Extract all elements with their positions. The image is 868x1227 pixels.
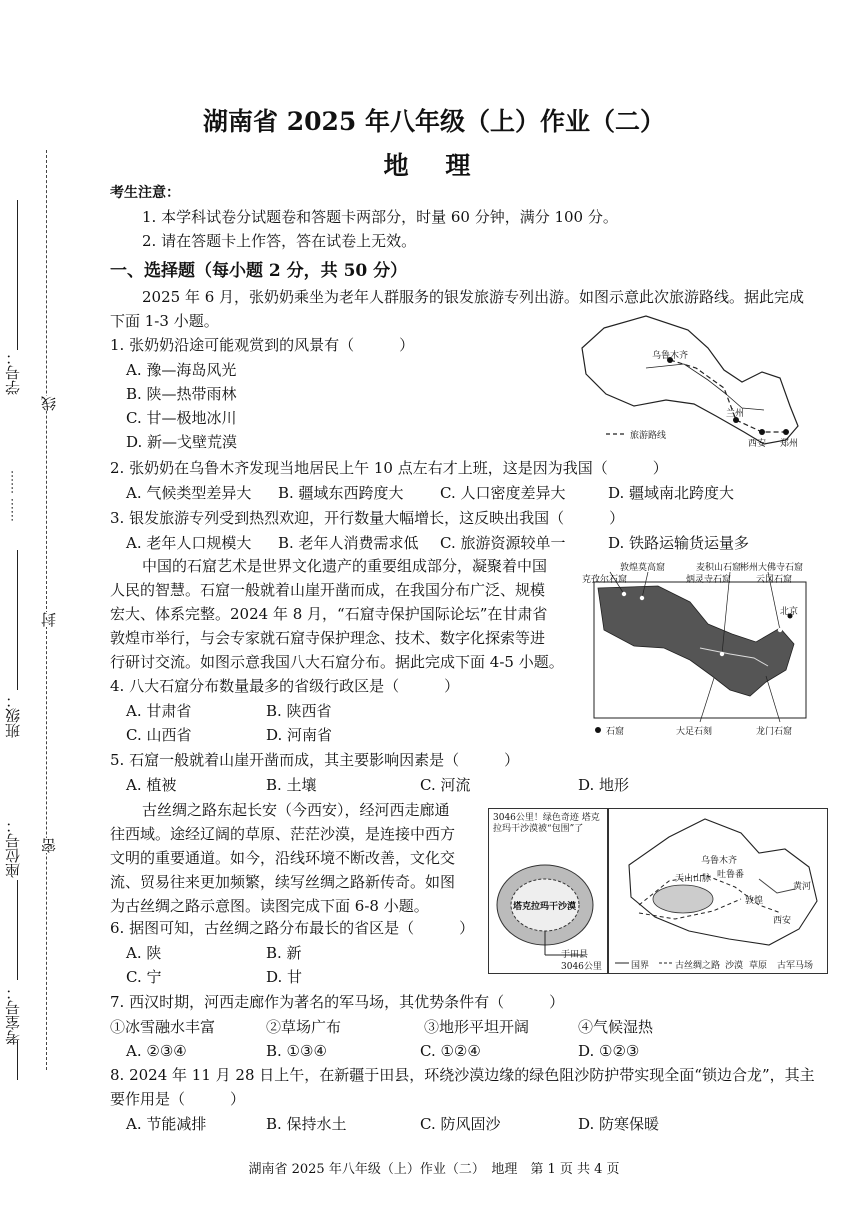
grotto-longmen: 龙门石窟 (756, 727, 793, 737)
map2-beijing: 北京 (780, 607, 799, 617)
q7-option-a: A. ②③④ (126, 1042, 187, 1060)
room-label: 考室号： (4, 985, 22, 1045)
grotto-yungang: 云冈石窟 (756, 575, 793, 585)
intro2-line3: 宏大、体系完整。2024 年 8 月，“石窟寺保护国际论坛”在甘肃省 (110, 605, 548, 623)
intro3-line3: 文明的重要通道。如今，沿线环境不断改善，文化交 (110, 849, 456, 867)
notice-item-2: 2. 请在答题卡上作答，答在试卷上无效。 (142, 232, 417, 250)
intro3-line2: 往西域。途经辽阔的草原、茫茫沙漠，是连接中西方 (110, 825, 456, 843)
q7-option-c: C. ①②④ (420, 1042, 481, 1060)
q6-option-a: A. 陕 (126, 944, 162, 962)
page-footer: 湖南省 2025 年八年级（上）作业（二） 地理 第 1 页 共 4 页 (248, 1162, 620, 1177)
silk-turpan: 吐鲁番 (717, 870, 745, 880)
q3-option-d: D. 铁路运输货运量多 (608, 534, 750, 552)
intro2-line2: 人民的智慧。石窟一般就着山崖开凿而成，在我国分布广泛、规模 (110, 581, 546, 599)
class-line (17, 550, 18, 690)
map1-city-urumqi: 乌鲁木齐 (652, 351, 689, 361)
intro2-line1: 中国的石窟艺术是世界文化遗产的重要组成部分，凝聚着中国 (142, 557, 548, 575)
route-map (576, 308, 806, 458)
q3-stem: 3. 银发旅游专列受到热烈欢迎，开行数量大幅增长，这反映出我国（ ） (110, 509, 625, 527)
intro3-line5: 为古丝绸之路示意图。读图完成下面 6-8 小题。 (110, 897, 429, 915)
q8-option-c: C. 防风固沙 (420, 1115, 501, 1133)
q4-option-b: B. 陕西省 (266, 702, 332, 720)
intro1-line1: 2025 年 6 月，张奶奶乘坐为老年人群服务的银发旅游专列出游。如图示意此次旅游路线。据此完成 (142, 288, 805, 306)
q8-option-d: D. 防寒保暖 (578, 1115, 660, 1133)
grotto-kizil: 克孜尔石窟 (582, 575, 628, 585)
intro2-line4: 敦煌市举行，与会专家就石窟寺保护理念、技术、数字化探索等进 (110, 629, 546, 647)
seat-label: 座位号： (4, 818, 22, 878)
intro1-line2: 下面 1-3 小题。 (110, 312, 219, 330)
q1-stem: 1. 张奶奶沿途可能观赏到的风景有（ ） (110, 336, 415, 354)
class-label: 班级： (4, 693, 22, 738)
grotto-mogao: 敦煌莫高窟 (620, 563, 666, 573)
seal-line (46, 150, 47, 1070)
intro3-line1: 古丝绸之路东起长安（今西安），经河西走廊通 (142, 801, 450, 819)
q4-option-d: D. 河南省 (266, 726, 333, 744)
q3-option-c: C. 旅游资源较单一 (440, 534, 566, 552)
q2-option-a: A. 气候类型差异大 (126, 484, 252, 502)
student-id-label: 学号： (4, 350, 22, 395)
seat-line (17, 880, 18, 980)
q1-option-b: B. 陕—热带雨林 (126, 385, 237, 403)
q2-stem: 2. 张奶奶在乌鲁木齐发现当地居民上午 10 点左右才上班，这是因为我国（ ） (110, 459, 668, 477)
subject-title: 地 理 (383, 151, 485, 180)
q7-stem: 7. 西汉时期，河西走廊作为著名的军马场，其优势条件有（ ） (110, 993, 565, 1011)
room-line (17, 1040, 18, 1080)
inset-title: 3046公里！绿色奇迹 塔克拉玛干沙漠被“包围”了 (493, 813, 600, 834)
q7-condition-4: ④气候湿热 (578, 1018, 654, 1036)
q5-option-d: D. 地形 (578, 776, 630, 794)
q7-option-b: B. ①③④ (266, 1042, 327, 1060)
silk-legend-route: 古丝绸之路 (675, 961, 721, 971)
q8-option-a: A. 节能减排 (126, 1115, 207, 1133)
q4-option-c: C. 山西省 (126, 726, 192, 744)
intro3-line4: 流、贸易往来更加频繁，续写丝绸之路新传奇。如图 (110, 873, 456, 891)
map1-city-xian: 西安 (748, 439, 767, 449)
inset-desert-label: 塔克拉玛干沙漠 (513, 902, 577, 912)
grotto-dazu: 大足石刻 (676, 727, 713, 737)
q8-option-b: B. 保持水土 (266, 1115, 347, 1133)
q5-option-b: B. 土壤 (266, 776, 317, 794)
map2-legend: 石窟 (606, 727, 625, 737)
intro2-line5: 行研讨交流。如图示意我国八大石窟分布。据此完成下面 4-5 小题。 (110, 653, 564, 671)
q2-option-d: D. 疆域南北跨度大 (608, 484, 735, 502)
silk-xian: 西安 (773, 916, 792, 926)
q2-option-b: B. 疆域东西跨度大 (278, 484, 404, 502)
q4-stem: 4. 八大石窟分布数量最多的省级行政区是（ ） (110, 677, 460, 695)
q1-option-c: C. 甘—极地冰川 (126, 409, 237, 427)
page-title: 湖南省 2025 年八年级（上）作业（二） (203, 107, 665, 136)
q6-option-b: B. 新 (266, 944, 302, 962)
map1-city-zhengzhou: 郑州 (780, 439, 799, 449)
q5-stem: 5. 石窟一般就着山崖开凿而成，其主要影响因素是（ ） (110, 751, 520, 769)
q8-stem-line2: 要作用是（ ） (110, 1090, 246, 1108)
grotto-binglingsi: 炳灵寺石窟 (686, 575, 732, 585)
q4-option-a: A. 甘肃省 (126, 702, 192, 720)
silk-legend-horse: 古军马场 (777, 961, 814, 971)
silk-dunhuang: 敦煌 (745, 896, 764, 906)
q2-option-c: C. 人口密度差异大 (440, 484, 566, 502)
seal-char-seal: 封 (40, 612, 58, 627)
grotto-map (580, 558, 812, 740)
q5-option-a: A. 植被 (126, 776, 177, 794)
q6-option-c: C. 宁 (126, 968, 162, 986)
silk-tianshan: 天山山脉 (675, 874, 712, 884)
silk-legend-border: 国界 (631, 961, 650, 971)
q7-option-d: D. ①②③ (578, 1042, 640, 1060)
silk-legend-grass: 草原 (749, 961, 768, 971)
q1-option-d: D. 新—戈壁荒漠 (126, 433, 238, 451)
silk-urumqi: 乌鲁木齐 (701, 856, 738, 866)
notice-label: 考生注意： (110, 185, 180, 201)
map1-legend: 旅游路线 (630, 431, 667, 441)
map1-city-lanzhou: 兰州 (726, 409, 745, 419)
grotto-binzhou: 彬州大佛寺石窟 (740, 563, 804, 573)
notice-item-1: 1. 本学科试卷分试题卷和答题卡两部分，时量 60 分钟，满分 100 分。 (142, 208, 618, 226)
side-dots: …… …… (2, 470, 16, 522)
silk-legend-desert: 沙漠 (725, 961, 744, 971)
q7-condition-2: ②草场广布 (266, 1018, 342, 1036)
inset-distance: 3046公里 (561, 962, 602, 972)
q6-option-d: D. 甘 (266, 968, 303, 986)
grotto-maijishan: 麦积山石窟 (696, 563, 742, 573)
q7-condition-1: ①冰雪融水丰富 (110, 1018, 216, 1036)
seal-char-secret: 密 (40, 838, 58, 853)
q6-stem: 6. 据图可知，古丝绸之路分布最长的省区是（ ） (110, 919, 475, 937)
q7-condition-3: ③地形平坦开阔 (424, 1018, 530, 1036)
student-id-line (17, 200, 18, 350)
q3-option-b: B. 老年人消费需求低 (278, 534, 419, 552)
q1-option-a: A. 豫—海岛风光 (126, 361, 237, 379)
section-heading: 一、选择题（每小题 2 分，共 50 分） (110, 261, 408, 281)
inset-place: 于田县 (561, 950, 589, 960)
silk-road-map (608, 808, 828, 974)
seal-char-line: 线 (40, 396, 58, 411)
desert-inset (488, 808, 608, 974)
q3-option-a: A. 老年人口规模大 (126, 534, 252, 552)
silk-yellow-river: 黄河 (793, 882, 812, 892)
q5-option-c: C. 河流 (420, 776, 471, 794)
q8-stem-line1: 8. 2024 年 11 月 28 日上午，在新疆于田县，环绕沙漠边缘的绿色阻沙防护带实现全面“锁边合龙”，其主 (110, 1066, 815, 1084)
